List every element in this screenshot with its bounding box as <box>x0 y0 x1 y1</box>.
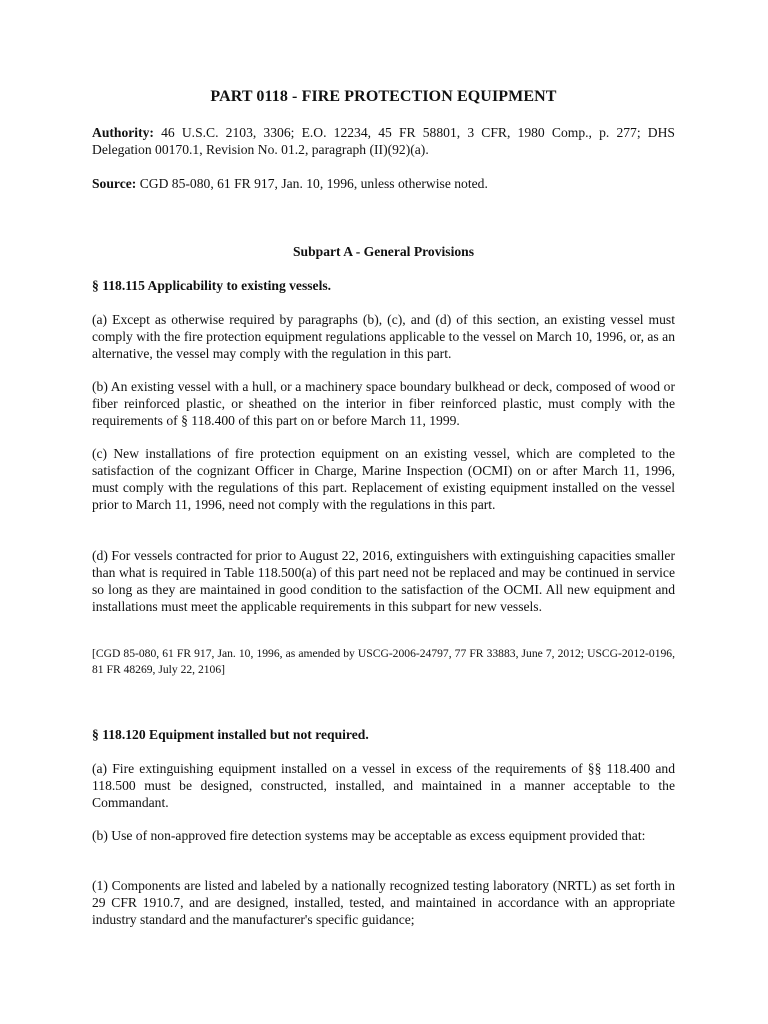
section-118-120-para-b1: (1) Components are listed and labeled by a nationally recognized testing laboratory (NRTL) as set forth in 29 CFR 1910.7, and are designed, installed, tested, and maintained in accordance with an appropriate industry standard and the manufacturer's specific guidance; <box>92 878 675 927</box>
section-118-115-para-b: (b) An existing vessel with a hull, or a machinery space boundary bulkhead or deck, composed of wood or fiber reinforced plastic, or sheathed on the interior in fiber reinforced plastic, must comply with the requirements of § 118.400 of this part on or before March 11, 1999. <box>92 379 675 428</box>
authority-text: 46 U.S.C. 2103, 3306; E.O. 12234, 45 FR 58801, 3 CFR, 1980 Comp., p. 277; DHS Delegation 00170.1, Revision No. 01.2, paragraph (II)(92)(a). <box>92 125 675 157</box>
section-118-115-heading: § 118.115 Applicability to existing vessels. <box>92 278 332 293</box>
subpart-heading: Subpart A - General Provisions <box>292 244 475 259</box>
section-118-120-para-b: (b) Use of non-approved fire detection systems may be acceptable as excess equipment provided that: <box>92 828 646 843</box>
source-paragraph <box>92 175 675 192</box>
section-118-115-para-d: (d) For vessels contracted for prior to August 22, 2016, extinguishers with extinguishing capacities smaller than what is required in Table 118.500(a) of this part need not be replaced and may be continued in service so long as they are maintained in good condition to the satisfaction of the OCMI. All new equipment and installations must meet the applicable requirements in this subpart for new vessels. <box>92 548 675 614</box>
section-118-115-citation: [CGD 85-080, 61 FR 917, Jan. 10, 1996, as amended by USCG-2006-24797, 77 FR 33883, June 7, 2012; USCG-2012-0196, 81 FR 48269, July 22, 2106] <box>92 647 675 676</box>
authority-paragraph <box>92 124 675 158</box>
section-118-120-heading: § 118.120 Equipment installed but not required. <box>92 727 369 742</box>
source-label: Source: <box>92 176 137 191</box>
section-118-120-para-a: (a) Fire extinguishing equipment installed on a vessel in excess of the requirements of §§ 118.400 and 118.500 must be designed, constructed, installed, and maintained in a manner acceptable to the Commandant. <box>92 761 675 810</box>
section-118-115-para-c: (c) New installations of fire protection equipment on an existing vessel, which are completed to the satisfaction of the cognizant Officer in Charge, Marine Inspection (OCMI) on or after March 11, 1996, must comply with the regulations of this part. Replacement of existing equipment installed on the vessel prior to March 11, 1996, need not comply with the regulations in this part. <box>92 446 675 512</box>
source-text: CGD 85-080, 61 FR 917, Jan. 10, 1996, unless otherwise noted. <box>136 176 488 191</box>
authority-label: Authority: <box>92 125 154 140</box>
part-title: PART 0118 - FIRE PROTECTION EQUIPMENT <box>210 88 557 105</box>
section-118-115-para-a: (a) Except as otherwise required by paragraphs (b), (c), and (d) of this section, an existing vessel must comply with the fire protection equipment regulations applicable to the vessel on March 10, 1996, or, as an alternative, the vessel may comply with the regulation in this part. <box>92 312 675 361</box>
